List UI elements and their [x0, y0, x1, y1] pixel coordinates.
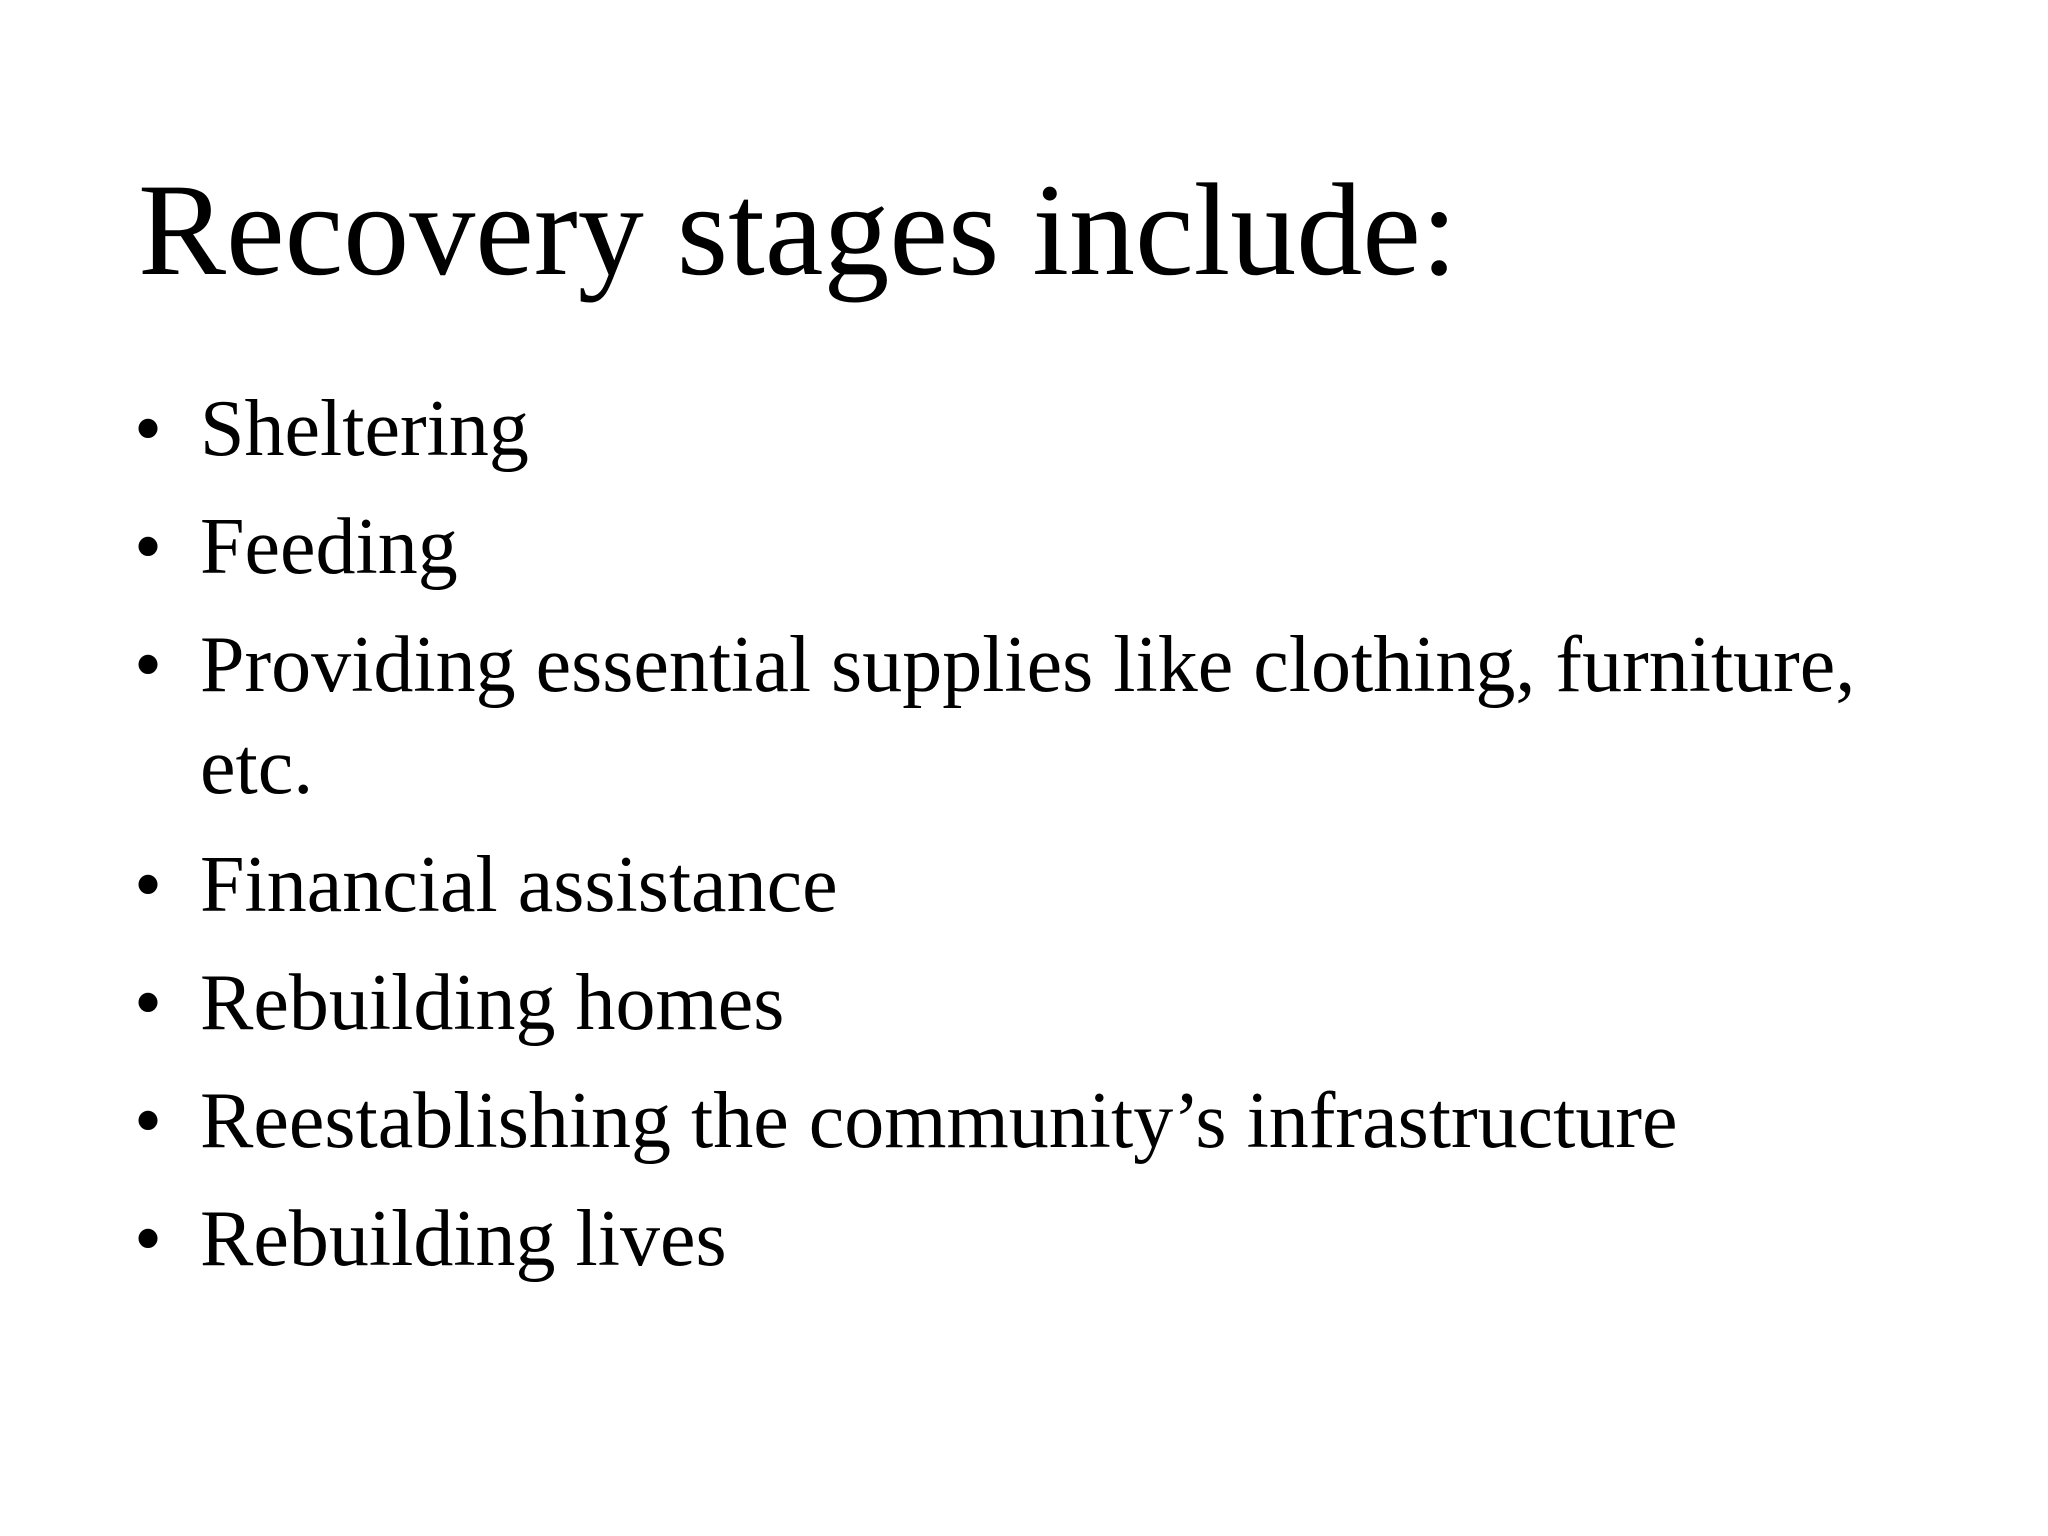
bullet-list [134, 378, 1954, 1306]
list-item-text: Rebuilding lives [200, 1195, 727, 1283]
bullet-icon: • [134, 621, 163, 709]
list-item [134, 1070, 1954, 1172]
bullet-icon: • [134, 503, 163, 591]
list-item [134, 834, 1954, 936]
list-item [134, 952, 1954, 1054]
list-item [134, 1188, 1954, 1290]
list-item-text: Sheltering [200, 385, 529, 473]
list-item-text: Reestablishing the community’s infrastructure [200, 1077, 1678, 1165]
bullet-icon: • [134, 385, 163, 473]
list-item-text: Rebuilding homes [200, 959, 785, 1047]
list-item [134, 614, 1954, 818]
bullet-icon: • [134, 1195, 163, 1283]
list-item-text: Financial assistance [200, 841, 838, 929]
list-item [134, 496, 1954, 598]
list-item-text: Feeding [200, 503, 458, 591]
bullet-icon: • [134, 959, 163, 1047]
bullet-icon: • [134, 841, 163, 929]
bullet-icon: • [134, 1077, 163, 1165]
list-item-text: Providing essential supplies like clothing, furniture, etc. [200, 621, 1856, 811]
list-item [134, 378, 1954, 480]
slide-title: Recovery stages include: [138, 156, 1458, 303]
